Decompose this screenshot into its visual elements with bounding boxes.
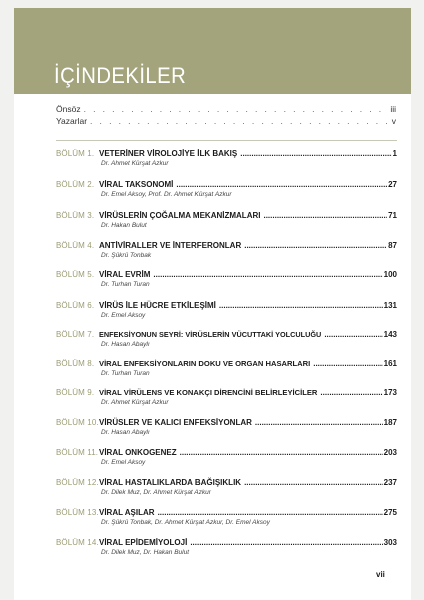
front-matter-row-authors: [56, 116, 396, 126]
chapter-page: 275: [383, 508, 397, 517]
chapter-authors: Dr. Ahmet Kürşat Azkur: [101, 160, 169, 167]
chapter-entry-13: [56, 508, 397, 526]
page-title: İÇİNDEKİLER: [54, 63, 187, 88]
chapter-number: BÖLÜM 1.: [56, 149, 95, 158]
chapter-entry-5: [56, 270, 397, 288]
front-matter-label: Yazarlar: [56, 116, 88, 126]
chapter-entry-1: [56, 149, 397, 167]
dot-leader: [176, 180, 387, 190]
book-page: [14, 8, 411, 600]
chapter-page: 87: [388, 241, 397, 250]
chapter-entry-11: [56, 448, 397, 466]
chapter-number: BÖLÜM 4.: [56, 241, 95, 250]
dot-leader: [313, 359, 382, 369]
chapter-number: BÖLÜM 6.: [56, 301, 95, 310]
chapter-title: VİRÜS İLE HÜCRE ETKİLEŞİMİ: [99, 301, 216, 310]
chapter-number: BÖLÜM 5.: [56, 270, 95, 279]
chapter-title: VETERİNER VİROLOJİYE İLK BAKIŞ: [99, 149, 238, 158]
dot-leader: [244, 478, 383, 488]
chapter-authors: Dr. Hasan Abaylı: [101, 341, 150, 348]
chapter-entry-10: [56, 418, 397, 436]
chapter-entry-4: [56, 241, 397, 259]
chapter-entry-9: [56, 388, 397, 406]
dot-leader: [180, 448, 383, 458]
chapter-entry-8: [56, 359, 397, 377]
dot-leader: [90, 116, 389, 126]
chapter-number: BÖLÜM 12.: [56, 478, 99, 487]
chapter-authors: Dr. Emel Aksoy: [101, 459, 146, 466]
chapter-entry-12: [56, 478, 397, 496]
chapter-page: 237: [383, 478, 397, 487]
chapter-authors: Dr. Dilek Muz, Dr. Ahmet Kürşat Azkur: [101, 489, 211, 496]
chapter-page: 187: [383, 418, 397, 427]
chapter-number: BÖLÜM 11.: [56, 448, 99, 457]
dot-leader: [255, 418, 383, 428]
front-matter-label: Önsöz: [56, 104, 81, 114]
chapter-authors: Dr. Dilek Muz, Dr. Hakan Bulut: [101, 549, 190, 556]
dot-leader: [263, 211, 387, 221]
dot-leader: [219, 301, 383, 311]
chapter-page: 161: [383, 359, 397, 368]
chapter-page: 71: [388, 211, 397, 220]
dot-leader: [84, 104, 388, 114]
chapter-number: BÖLÜM 7.: [56, 330, 95, 339]
chapter-page: 100: [383, 270, 397, 279]
chapter-title: VİRÜSLER VE KALICI ENFEKSİYONLAR: [99, 418, 252, 427]
dot-leader: [320, 388, 382, 398]
chapter-title: VİRAL EVRİM: [99, 270, 151, 279]
chapter-title: ANTİVİRALLER VE İNTERFERONLAR: [99, 241, 242, 250]
front-matter-row-preface: [56, 104, 396, 114]
chapter-title: VİRAL ONKOGENEZ: [99, 448, 177, 457]
chapter-number: BÖLÜM 13.: [56, 508, 99, 517]
chapter-entry-6: [56, 301, 397, 319]
chapter-number: BÖLÜM 10.: [56, 418, 99, 427]
chapter-authors: Dr. Turhan Turan: [101, 370, 150, 377]
chapter-authors: Dr. Ahmet Kürşat Azkur: [101, 399, 169, 406]
chapter-authors: Dr. Şükrü Tonbak: [101, 252, 152, 259]
chapter-number: BÖLÜM 8.: [56, 359, 95, 368]
chapter-page: 203: [383, 448, 397, 457]
chapter-number: BÖLÜM 2.: [56, 180, 95, 189]
chapter-number: BÖLÜM 9.: [56, 388, 95, 397]
chapter-authors: Dr. Emel Aksoy, Prof. Dr. Ahmet Kürşat Azkur: [101, 191, 232, 198]
chapter-entry-3: [56, 211, 397, 229]
dot-leader: [244, 241, 387, 251]
dot-leader: [190, 538, 382, 548]
page-number: vii: [376, 570, 385, 579]
dot-leader: [240, 149, 391, 159]
chapter-entry-14: [56, 538, 397, 556]
dot-leader: [153, 270, 382, 280]
chapter-authors: Dr. Şükrü Tonbak, Dr. Ahmet Kürşat Azkur, Dr. Emel Aksoy: [101, 519, 270, 526]
divider-rule: [56, 140, 397, 141]
chapter-authors: Dr. Hasan Abaylı: [101, 429, 150, 436]
chapter-page: 1: [392, 149, 397, 158]
chapter-page: 27: [388, 180, 397, 189]
dot-leader: [324, 330, 382, 340]
chapter-title: VİRAL HASTALIKLARDA BAĞIŞIKLIK: [99, 478, 242, 487]
chapter-title: VİRAL ENFEKSİYONLARIN DOKU VE ORGAN HASARLARI: [99, 359, 311, 368]
chapter-authors: Dr. Emel Aksoy: [101, 312, 146, 319]
chapter-page: 303: [383, 538, 397, 547]
dot-leader: [158, 508, 383, 518]
chapter-number: BÖLÜM 14.: [56, 538, 99, 547]
chapter-authors: Dr. Hakan Bulut: [101, 222, 147, 229]
chapter-page: 173: [383, 388, 397, 397]
chapter-title: VİRÜSLERİN ÇOĞALMA MEKANİZMALARI: [99, 211, 261, 220]
chapter-page: 143: [383, 330, 397, 339]
chapter-title: VİRAL EPİDEMİYOLOJİ: [99, 538, 188, 547]
chapter-title: VİRAL AŞILAR: [99, 508, 155, 517]
chapter-authors: Dr. Turhan Turan: [101, 281, 150, 288]
chapter-title: VİRAL VİRÜLENS VE KONAKÇI DİRENCİNİ BELİRLEYİCİLER: [99, 388, 318, 397]
front-matter-page: iii: [390, 104, 396, 114]
chapter-entry-7: [56, 330, 397, 348]
chapter-page: 131: [383, 301, 397, 310]
chapter-entry-2: [56, 180, 397, 198]
chapter-title: ENFEKSİYONUN SEYRİ: VİRÜSLERİN VÜCUTTAKİ YOLCULUĞU: [99, 330, 322, 339]
chapter-title: VİRAL TAKSONOMİ: [99, 180, 174, 189]
front-matter-page: v: [391, 116, 396, 126]
chapter-number: BÖLÜM 3.: [56, 211, 95, 220]
